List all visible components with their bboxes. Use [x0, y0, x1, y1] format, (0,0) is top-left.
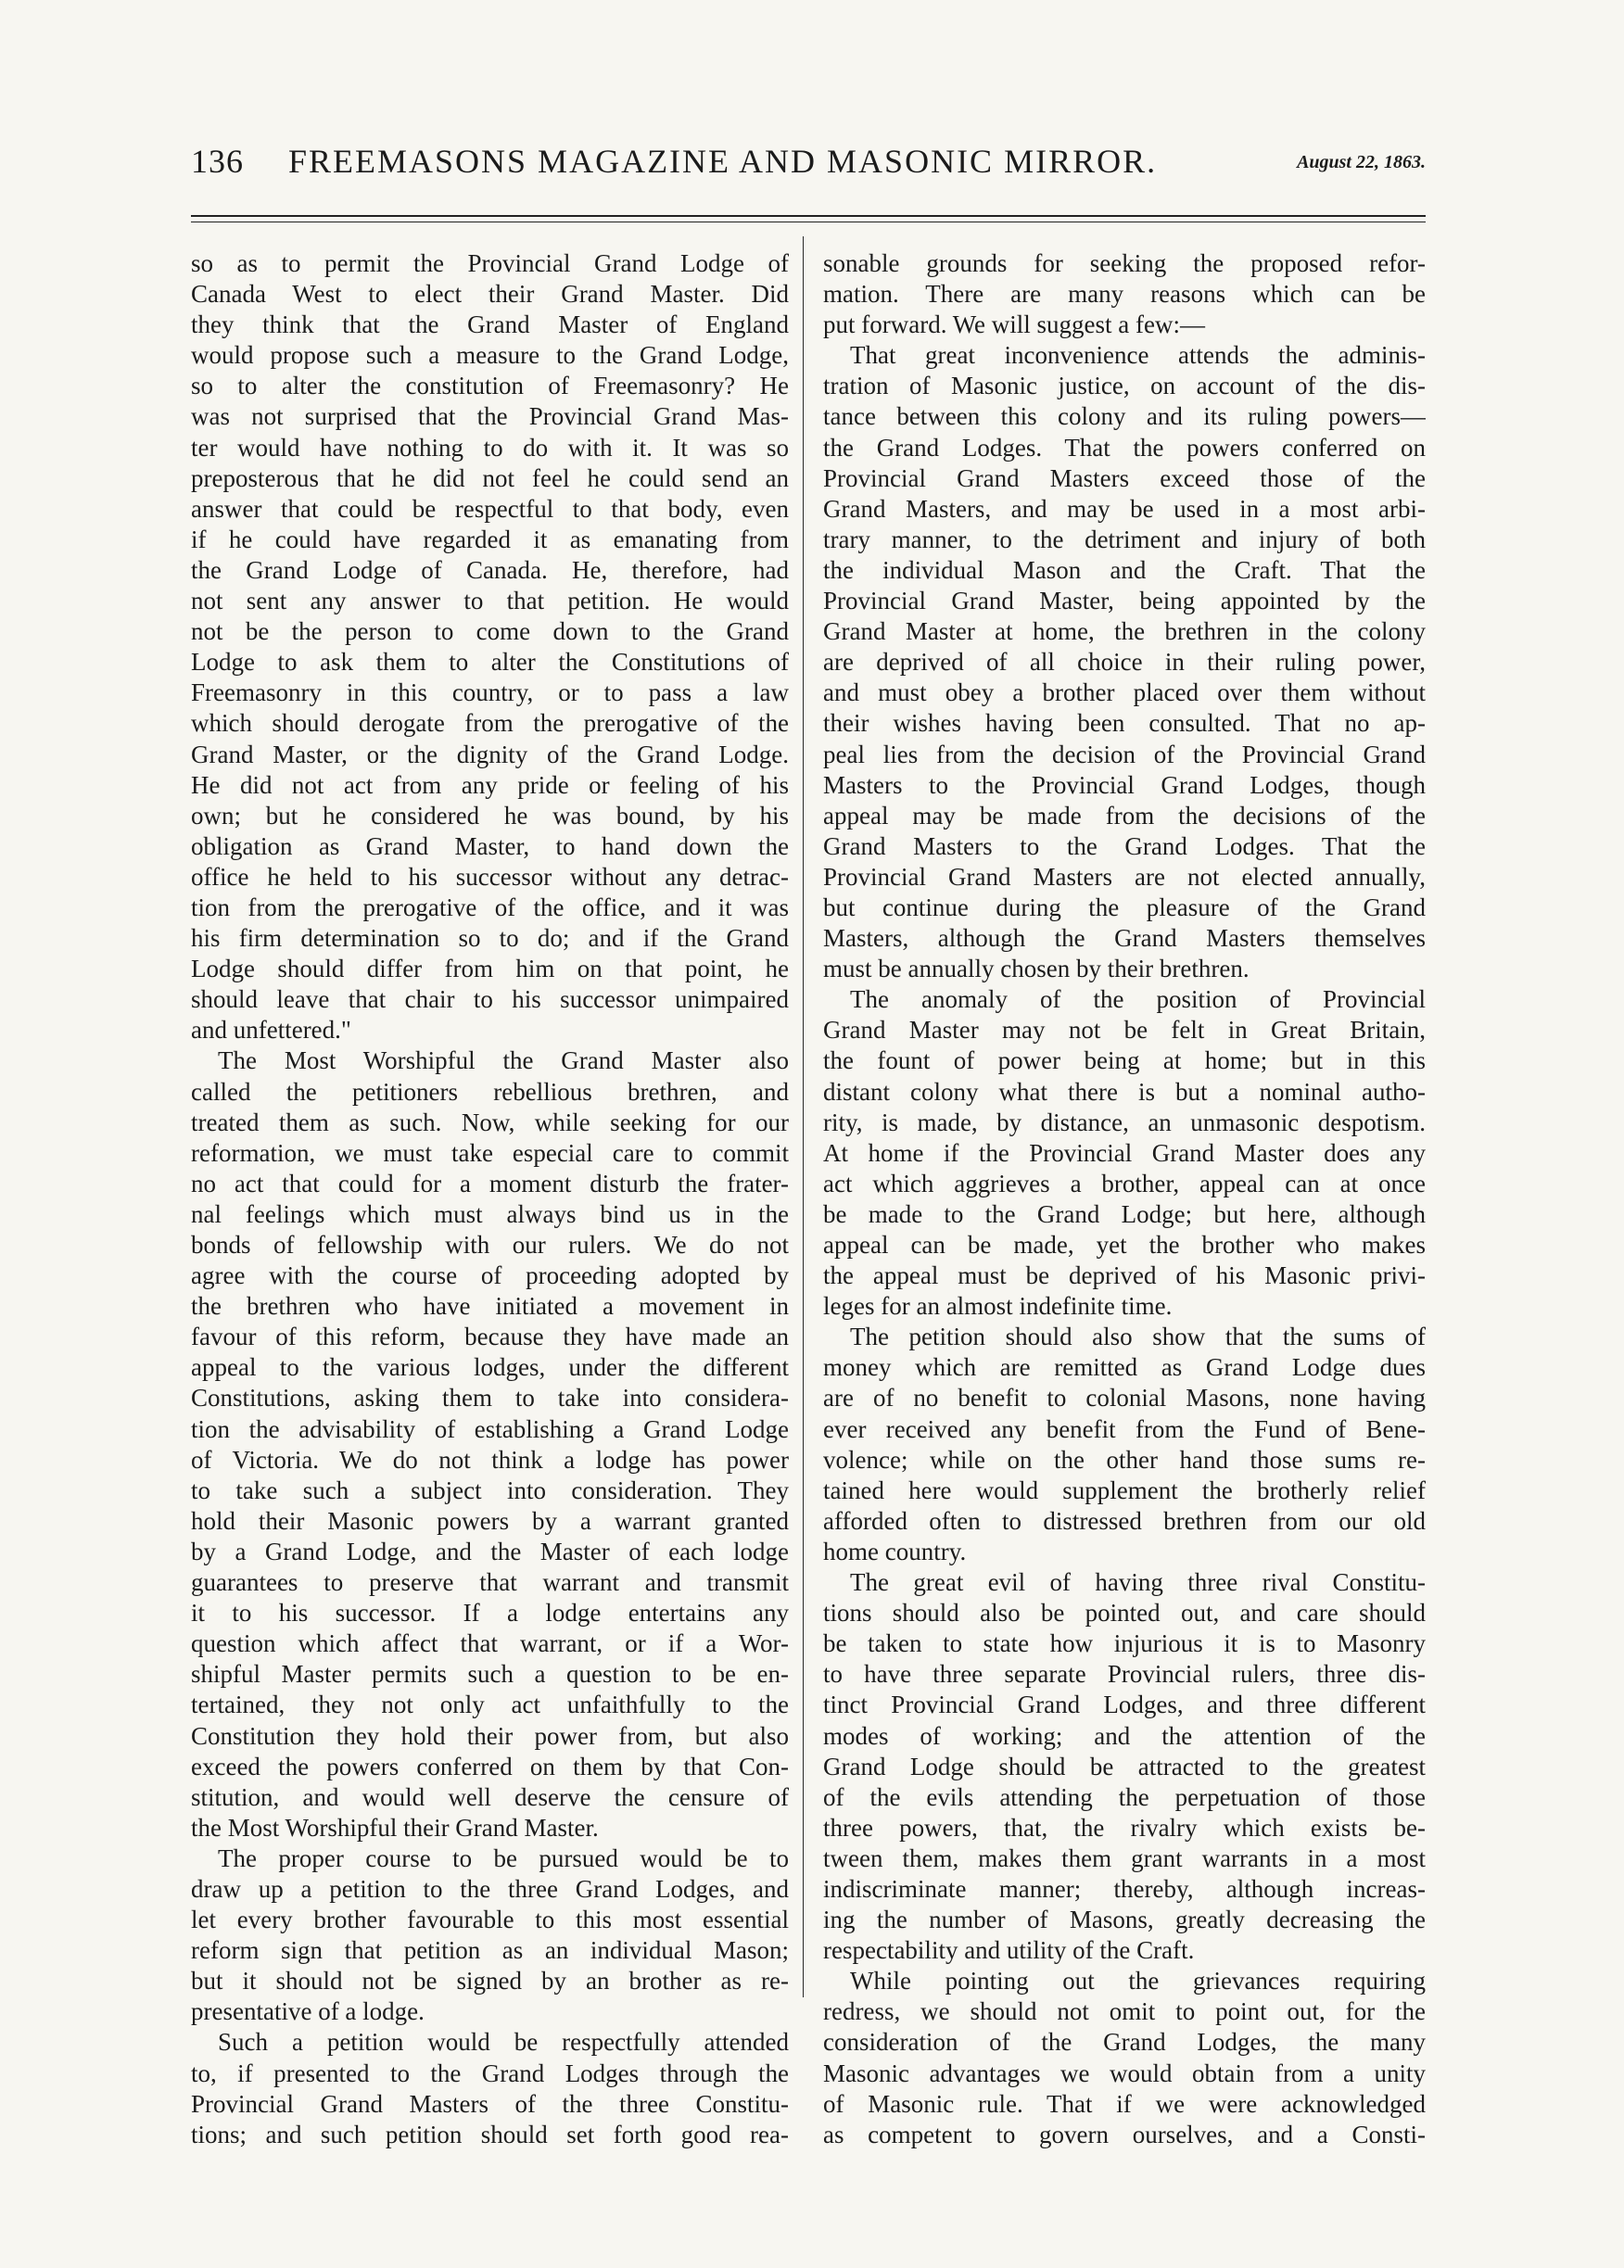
- text-line: not be the person to come down to the Grand: [191, 617, 789, 646]
- text-line: consideration of the Grand Lodges, the many: [823, 2028, 1426, 2057]
- text-line: his firm determination so to do; and if the Grand: [191, 924, 789, 953]
- text-line: tions; and such petition should set forth good rea-: [191, 2120, 789, 2148]
- magazine-title: FREEMASONS MAGAZINE AND MASONIC MIRROR.: [288, 143, 1158, 180]
- text-line: The petition should also show that the sums of: [850, 1323, 1426, 1351]
- text-line: no act that could for a moment disturb the frater-: [191, 1169, 789, 1197]
- text-line: Grand Master at home, the brethren in the colony: [823, 617, 1426, 646]
- text-line: Grand Master, or the dignity of the Grand Lodge.: [191, 740, 789, 768]
- text-line: The great evil of having three rival Constitu-: [850, 1568, 1426, 1597]
- text-line: of the evils attending the perpetuation of those: [823, 1782, 1426, 1811]
- text-line: to take such a subject into consideration. They: [191, 1476, 789, 1504]
- text-line: At home if the Provincial Grand Master does any: [823, 1138, 1426, 1167]
- text-line: should leave that chair to his successor unimpaired: [191, 985, 789, 1014]
- text-line: be taken to state how injurious it is to Masonry: [823, 1629, 1426, 1658]
- text-line: let every brother favourable to this most essential: [191, 1906, 789, 1934]
- text-line: Grand Master may not be felt in Great Britain,: [823, 1016, 1426, 1045]
- text-line: which should derogate from the prerogative of the: [191, 709, 789, 738]
- text-line: would propose such a measure to the Grand Lodge,: [191, 341, 789, 370]
- text-line: must be annually chosen by their brethren.: [823, 955, 1250, 983]
- text-line: appeal to the various lodges, under the different: [191, 1353, 789, 1382]
- text-line: mation. There are many reasons which can be: [823, 280, 1426, 309]
- text-line: question which affect that warrant, or if a Wor-: [191, 1629, 789, 1658]
- text-line: the Grand Lodge of Canada. He, therefore, had: [191, 555, 789, 584]
- text-line: of Victoria. We do not think a lodge has power: [191, 1445, 789, 1474]
- text-line: called the petitioners rebellious brethren, and: [191, 1077, 789, 1106]
- text-line: three powers, that, the rivalry which exists be-: [823, 1813, 1426, 1842]
- text-line: tance between this colony and its ruling powers—: [823, 402, 1426, 431]
- text-line: Grand Lodge should be attracted to the greatest: [823, 1752, 1426, 1780]
- text-line: appeal can be made, yet the brother who makes: [823, 1231, 1426, 1259]
- text-line: the fount of power being at home; but in this: [823, 1046, 1426, 1075]
- text-line: office he held to his successor without any detrac-: [191, 862, 789, 891]
- text-line: guarantees to preserve that warrant and transmit: [191, 1568, 789, 1597]
- text-line: ing the number of Masons, greatly decreasing the: [823, 1906, 1426, 1934]
- text-line: so as to permit the Provincial Grand Lodge of: [191, 249, 789, 277]
- text-line: stitution, and would well deserve the censure of: [191, 1782, 789, 1811]
- text-line: tertained, they not only act unfaithfully to the: [191, 1691, 789, 1719]
- text-line: nal feelings which must always bind us in the: [191, 1199, 789, 1228]
- text-line: presentative of a lodge.: [191, 1997, 425, 2026]
- text-line: ever received any benefit from the Fund of Bene-: [823, 1414, 1426, 1443]
- text-line: reform sign that petition as an individual Mason;: [191, 1936, 789, 1965]
- text-line: bonds of fellowship with our rulers. We do not: [191, 1231, 789, 1259]
- text-line: Lodge to ask them to alter the Constitutions of: [191, 648, 789, 677]
- text-line: hold their Masonic powers by a warrant granted: [191, 1506, 789, 1535]
- text-line: appeal may be made from the decisions of the: [823, 801, 1426, 830]
- text-line: tained here would supplement the brotherly relief: [823, 1476, 1426, 1504]
- page-number: 136: [191, 143, 244, 180]
- text-line: draw up a petition to the three Grand Lodges, and: [191, 1874, 789, 1903]
- text-line: of Masonic rule. That if we were acknowledged: [823, 2089, 1426, 2118]
- text-line: treated them as such. Now, while seeking for our: [191, 1108, 789, 1136]
- text-line: Grand Masters, and may be used in a most arbi-: [823, 494, 1426, 523]
- text-line: their wishes having been consulted. That no ap-: [823, 709, 1426, 738]
- text-line: trary manner, to the detriment and injury of both: [823, 525, 1426, 553]
- text-line: Masonic advantages we would obtain from a unity: [823, 2059, 1426, 2087]
- text-line: reformation, we must take especial care to commit: [191, 1138, 789, 1167]
- text-line: obligation as Grand Master, to hand down the: [191, 831, 789, 860]
- left-column: [191, 248, 789, 2150]
- text-line: put forward. We will suggest a few:—: [823, 310, 1205, 339]
- text-line: While pointing out the grievances requiring: [850, 1967, 1426, 1996]
- text-line: and unfettered.": [191, 1016, 351, 1045]
- text-line: tions should also be pointed out, and care should: [823, 1599, 1426, 1628]
- text-line: Masters, although the Grand Masters themselves: [823, 924, 1426, 953]
- text-line: The proper course to be pursued would be to: [218, 1844, 789, 1872]
- text-line: it to his successor. If a lodge entertains any: [191, 1599, 789, 1628]
- text-line: not sent any answer to that petition. He would: [191, 587, 789, 615]
- text-line: Provincial Grand Masters exceed those of the: [823, 463, 1426, 492]
- text-line: sonable grounds for seeking the proposed refor-: [823, 249, 1426, 277]
- text-line: afforded often to distressed brethren from our old: [823, 1506, 1426, 1535]
- text-line: Masters to the Provincial Grand Lodges, though: [823, 770, 1426, 799]
- text-line: Grand Masters to the Grand Lodges. That the: [823, 831, 1426, 860]
- text-line: The anomaly of the position of Provincial: [850, 985, 1426, 1014]
- text-line: Provincial Grand Masters are not elected annually,: [823, 862, 1426, 891]
- text-line: tween them, makes them grant warrants in a most: [823, 1844, 1426, 1872]
- text-line: to, if presented to the Grand Lodges through the: [191, 2059, 789, 2087]
- text-line: ter would have nothing to do with it. It was so: [191, 433, 789, 462]
- text-line: Lodge should differ from him on that point, he: [191, 955, 789, 983]
- text-line: respectability and utility of the Craft.: [823, 1936, 1195, 1965]
- text-line: as competent to govern ourselves, and a Consti-: [823, 2120, 1426, 2148]
- right-column: [823, 248, 1426, 2150]
- text-line: Constitutions, asking them to take into considera-: [191, 1384, 789, 1413]
- text-line: act which aggrieves a brother, appeal can at once: [823, 1169, 1426, 1197]
- text-line: own; but he considered he was bound, by his: [191, 801, 789, 830]
- column-divider: [803, 236, 804, 1997]
- text-line: and must obey a brother placed over them without: [823, 678, 1426, 707]
- text-line: the brethren who have initiated a movement in: [191, 1292, 789, 1321]
- text-line: so to alter the constitution of Freemasonry? He: [191, 372, 789, 400]
- text-line: peal lies from the decision of the Provincial Grand: [823, 740, 1426, 768]
- text-line: agree with the course of proceeding adopted by: [191, 1261, 789, 1290]
- text-line: Such a petition would be respectfully attended: [218, 2028, 789, 2057]
- text-line: leges for an almost indefinite time.: [823, 1292, 1173, 1321]
- text-line: redress, we should not omit to point out, for the: [823, 1997, 1426, 2026]
- header-rule-top: [191, 215, 1426, 217]
- text-line: tinct Provincial Grand Lodges, and three different: [823, 1691, 1426, 1719]
- text-line: Canada West to elect their Grand Master. Did: [191, 280, 789, 309]
- text-line: tion from the prerogative of the office, and it was: [191, 893, 789, 921]
- text-line: are deprived of all choice in their ruling power,: [823, 648, 1426, 677]
- text-line: Provincial Grand Master, being appointed by the: [823, 587, 1426, 615]
- text-line: by a Grand Lodge, and the Master of each lodge: [191, 1537, 789, 1565]
- page-header: [191, 139, 1426, 195]
- text-line: preposterous that he did not feel he could send an: [191, 463, 789, 492]
- text-line: The Most Worshipful the Grand Master also: [218, 1046, 789, 1075]
- text-line: That great inconvenience attends the adminis-: [850, 341, 1426, 370]
- issue-date: August 22, 1863.: [1297, 152, 1426, 172]
- text-line: the Grand Lodges. That the powers conferred on: [823, 433, 1426, 462]
- text-line: home country.: [823, 1537, 967, 1565]
- text-line: but it should not be signed by an brother as re-: [191, 1967, 789, 1996]
- text-line: Provincial Grand Masters of the three Constitu-: [191, 2089, 789, 2118]
- text-line: was not surprised that the Provincial Grand Mas-: [191, 402, 789, 431]
- text-line: answer that could be respectful to that body, even: [191, 494, 789, 523]
- text-line: the Most Worshipful their Grand Master.: [191, 1813, 599, 1842]
- text-line: exceed the powers conferred on them by that Con-: [191, 1752, 789, 1780]
- text-line: volence; while on the other hand those sums re-: [823, 1445, 1426, 1474]
- text-line: indiscriminate manner; thereby, although increas-: [823, 1874, 1426, 1903]
- text-line: tion the advisability of establishing a Grand Lodge: [191, 1414, 789, 1443]
- text-line: distant colony what there is but a nominal autho-: [823, 1077, 1426, 1106]
- text-line: be made to the Grand Lodge; but here, although: [823, 1199, 1426, 1228]
- text-line: modes of working; and the attention of the: [823, 1721, 1426, 1750]
- text-line: money which are remitted as Grand Lodge dues: [823, 1353, 1426, 1382]
- text-line: shipful Master permits such a question to be en-: [191, 1660, 789, 1689]
- text-line: favour of this reform, because they have made an: [191, 1323, 789, 1351]
- text-line: He did not act from any pride or feeling of his: [191, 770, 789, 799]
- text-line: tration of Masonic justice, on account of the dis-: [823, 372, 1426, 400]
- text-line: to have three separate Provincial rulers, three dis-: [823, 1660, 1426, 1689]
- text-line: if he could have regarded it as emanating from: [191, 525, 789, 553]
- text-line: Constitution they hold their power from, but also: [191, 1721, 789, 1750]
- text-line: they think that the Grand Master of England: [191, 310, 789, 339]
- text-line: but continue during the pleasure of the Grand: [823, 893, 1426, 921]
- text-line: Freemasonry in this country, or to pass a law: [191, 678, 789, 707]
- text-line: the appeal must be deprived of his Masonic privi-: [823, 1261, 1426, 1290]
- text-line: the individual Mason and the Craft. That the: [823, 555, 1426, 584]
- text-line: rity, is made, by distance, an unmasonic despotism.: [823, 1108, 1426, 1136]
- text-line: are of no benefit to colonial Masons, none having: [823, 1384, 1426, 1413]
